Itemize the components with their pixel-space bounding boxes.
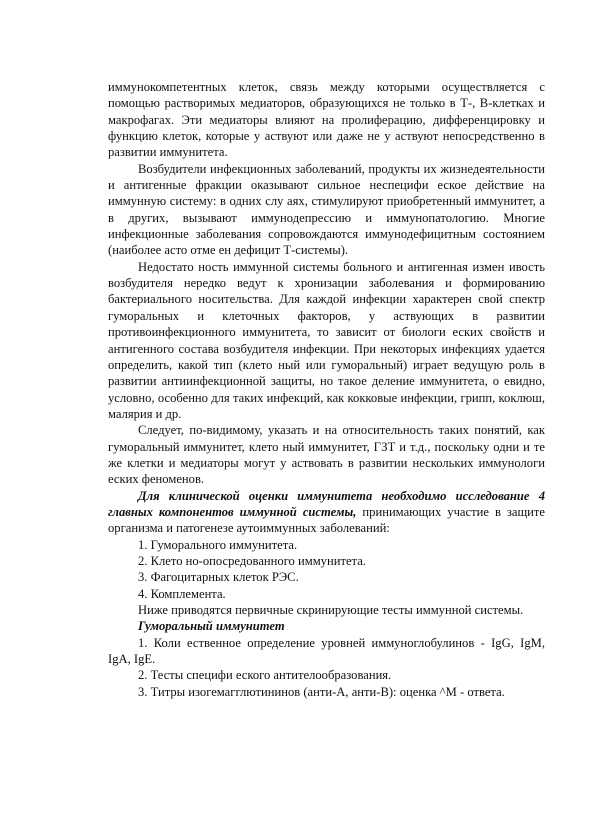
clinical-assessment-bold: Для клинической оценки иммунитета необходимо исследование 4 главных компонентов иммунной системы, (108, 488, 545, 519)
paragraph-clinical-assessment (108, 488, 545, 537)
section-heading-humoral: Гуморальный иммунитет (138, 619, 285, 634)
paragraph-insufficiency: Недостато ность иммунной системы больного и антигенная измен ивость возбудителя нередко ведут к хронизации заболевания и формированию бактериального носительства. Для каждой инфекции характерен свой спектр гуморальных и клеточных факторов, у аствующих в развитии противоинфекционного иммунитета, то зависит от биологи еских свойств и антигенного состава возбудителя инфекции. При некоторых инфекциях удается определить, какой тип (клето ный или гуморальный) играет ведущую роль в развитии антиинфекционной защиты, но такое деление иммунитета, о евидно, условно, особенно для таких инфекций, как кокковые инфекции, грипп, коклюш, малярия и др. (108, 259, 545, 421)
list-item-complement: 4. Комплемента. (138, 586, 226, 601)
list-item-humoral: 1. Гуморального иммунитета. (138, 537, 298, 552)
paragraph-relativity: Следует, по-видимому, указать и на относительность таких понятий, как гуморальный иммунитет, клето ный иммунитет, ГЗТ и т.д., поскольку одни и те же клетки и медиаторы могут у аствовать в развитии нескольких иммунологи еских феноменов. (108, 423, 545, 487)
test-item-immunoglobulins: 1. Коли ественное определение уровней иммуноглобулинов - IgG, IgM, IgA, IgE. (108, 635, 545, 667)
paragraph-screening-tests: Ниже приводятся первичные скринирующие тесты иммунной системы. (138, 603, 524, 617)
paragraph-mediators: иммунокомпетентных клеток, связь между которыми осуществляется с помощью растворимых медиаторов, образующихся не только в Т-, В-клетках и макрофагах. Эти медиаторы влияют на пролиферацию, дифференцировку и функцию клеток, которые у аствуют или даже не у аствуют непосредственно в развитии иммунитета. (108, 80, 545, 160)
test-item-antibody-formation: 2. Тесты специфи еского антителообразования. (138, 668, 392, 683)
paragraph-pathogens: Возбудители инфекционных заболеваний, продукты их жизнедеятельности и антигенные фракции оказывают сильное неспецифи еское действие на иммунную систему: в одних слу аях, стимулируют приобретенный иммунитет, а в других, вызывают иммунодепрессию и иммунопатологию. Многие инфекционные заболевания сопровождаются иммунодефицитным состоянием (наиболее асто отме ен дефицит Т-системы). (108, 161, 545, 258)
test-item-isohemagglutinins: 3. Титры изогемагглютининов (анти-А, анти-В): оценка ^М - ответа. (138, 684, 505, 699)
document-page (108, 79, 545, 700)
list-item-phagocytic: 3. Фагоцитарных клеток РЭС. (138, 570, 299, 585)
clinical-assessment-rest: принимающих участие в защите организма и патогенезе аутоиммунных заболеваний: (108, 504, 545, 536)
list-item-cell-mediated: 2. Клето но-опосредованного иммунитета. (138, 553, 366, 568)
